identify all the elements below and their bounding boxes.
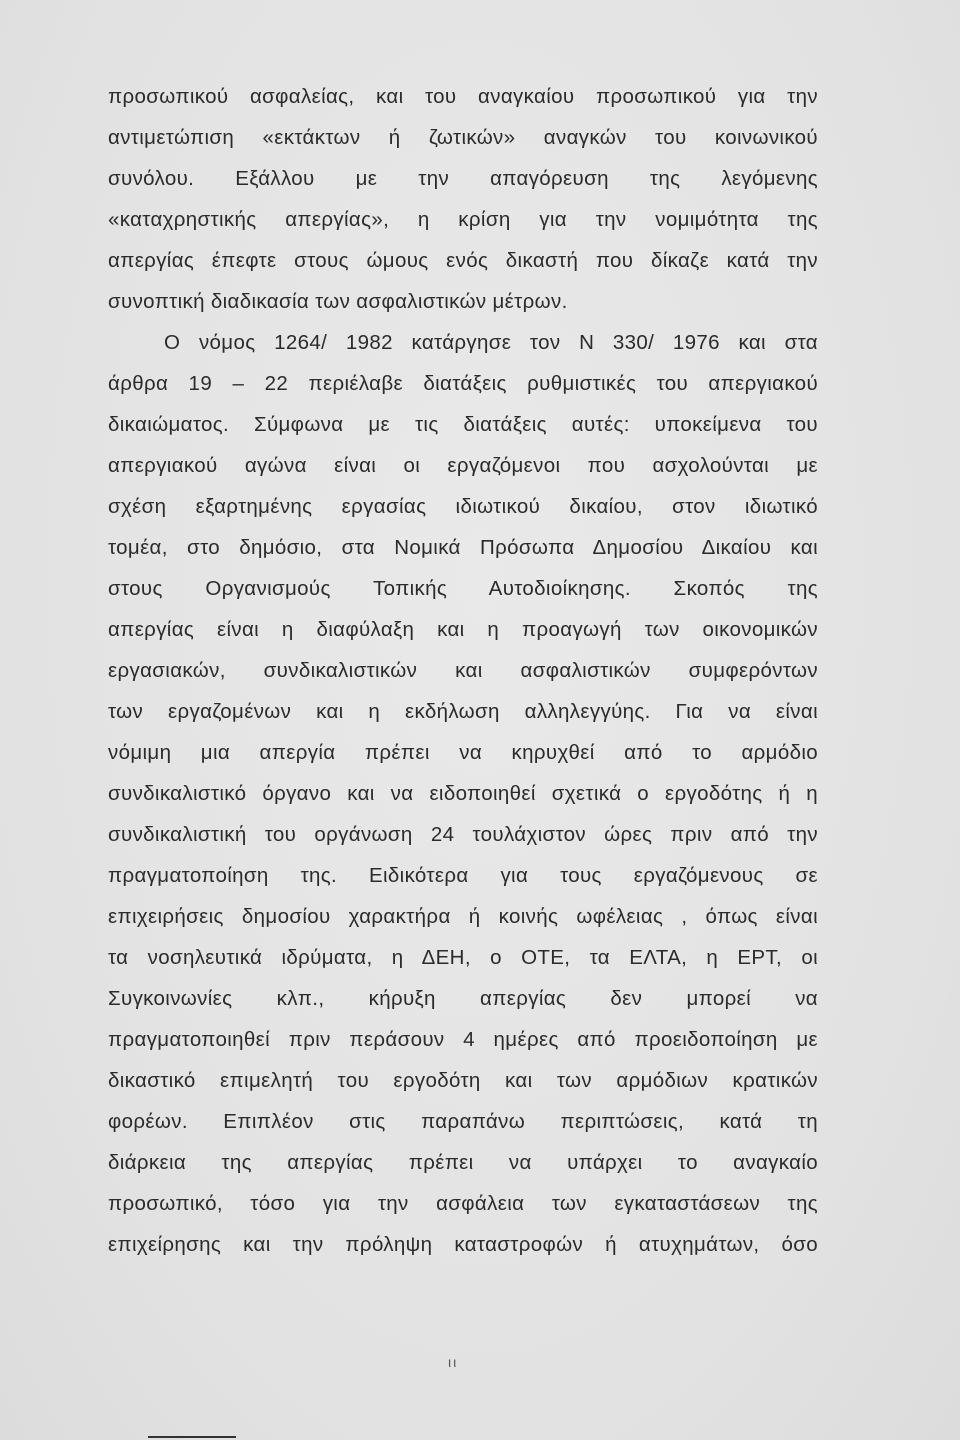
text-line-5: απεργίας έπεφτε στους ώμους ενός δικαστή που δίκαζε κατά την [108,249,818,272]
text-line-8: άρθρα 19 – 22 περιέλαβε διατάξεις ρυθμιστικές του απεργιακού [108,372,818,395]
text-line-10: απεργιακού αγώνα είναι οι εργαζόμενοι που ασχολούνται με [108,454,818,477]
text-line-13: στους Οργανισμούς Τοπικής Αυτοδιοίκησης. Σκοπός της [108,577,818,600]
text-line-17: νόμιμη μια απεργία πρέπει να κηρυχθεί από το αρμόδιο [108,741,818,764]
page-marker: ιι [448,1354,459,1370]
text-line-18: συνδικαλιστικό όργανο και να ειδοποιηθεί σχετικά ο εργοδότης ή η [108,782,818,805]
text-line-25: δικαστικό επιμελητή του εργοδότη και των αρμόδιων κρατικών [108,1069,818,1092]
text-line-27: διάρκεια της απεργίας πρέπει να υπάρχει το αναγκαίο [108,1151,818,1174]
text-line-22: τα νοσηλευτικά ιδρύματα, η ΔΕΗ, ο ΟΤΕ, τα ΕΛΤΑ, η ΕΡΤ, οι [108,946,818,969]
text-line-12: τομέα, στο δημόσιο, στα Νομικά Πρόσωπα Δημοσίου Δικαίου και [108,536,818,559]
text-line-7: Ο νόμος 1264/ 1982 κατάργησε τον Ν 330/ 1976 και στα [164,331,818,354]
document-body [108,76,818,1265]
footnote-rule [148,1436,236,1438]
text-line-1: προσωπικού ασφαλείας, και του αναγκαίου προσωπικού για την [108,85,818,108]
text-line-20: πραγματοποίηση της. Ειδικότερα για τους εργαζόμενους σε [108,864,818,887]
text-line-2: αντιμετώπιση «εκτάκτων ή ζωτικών» αναγκών του κοινωνικού [108,126,818,149]
text-line-14: απεργίας είναι η διαφύλαξη και η προαγωγή των οικονομικών [108,618,818,641]
text-line-19: συνδικαλιστική του οργάνωση 24 τουλάχιστον ώρες πριν από την [108,823,818,846]
text-line-4: «καταχρηστικής απεργίας», η κρίση για την νομιμότητα της [108,208,818,231]
text-line-3: συνόλου. Εξάλλου με την απαγόρευση της λεγόμενης [108,167,818,190]
text-line-29: επιχείρησης και την πρόληψη καταστροφών ή ατυχημάτων, όσο [108,1233,818,1256]
text-line-11: σχέση εξαρτημένης εργασίας ιδιωτικού δικαίου, στον ιδιωτικό [108,495,818,518]
text-line-9: δικαιώματος. Σύμφωνα με τις διατάξεις αυτές: υποκείμενα του [108,413,818,436]
text-line-6: συνοπτική διαδικασία των ασφαλιστικών μέτρων. [108,290,568,313]
text-line-26: φορέων. Επιπλέον στις παραπάνω περιπτώσεις, κατά τη [108,1110,818,1133]
text-line-21: επιχειρήσεις δημοσίου χαρακτήρα ή κοινής ωφέλειας , όπως είναι [108,905,818,928]
text-line-15: εργασιακών, συνδικαλιστικών και ασφαλιστικών συμφερόντων [108,659,818,682]
text-line-28: προσωπικό, τόσο για την ασφάλεια των εγκαταστάσεων της [108,1192,818,1215]
text-line-23: Συγκοινωνίες κλπ., κήρυξη απεργίας δεν μπορεί να [108,987,818,1010]
text-line-16: των εργαζομένων και η εκδήλωση αλληλεγγύης. Για να είναι [108,700,818,723]
text-line-24: πραγματοποιηθεί πριν περάσουν 4 ημέρες από προειδοποίηση με [108,1028,818,1051]
